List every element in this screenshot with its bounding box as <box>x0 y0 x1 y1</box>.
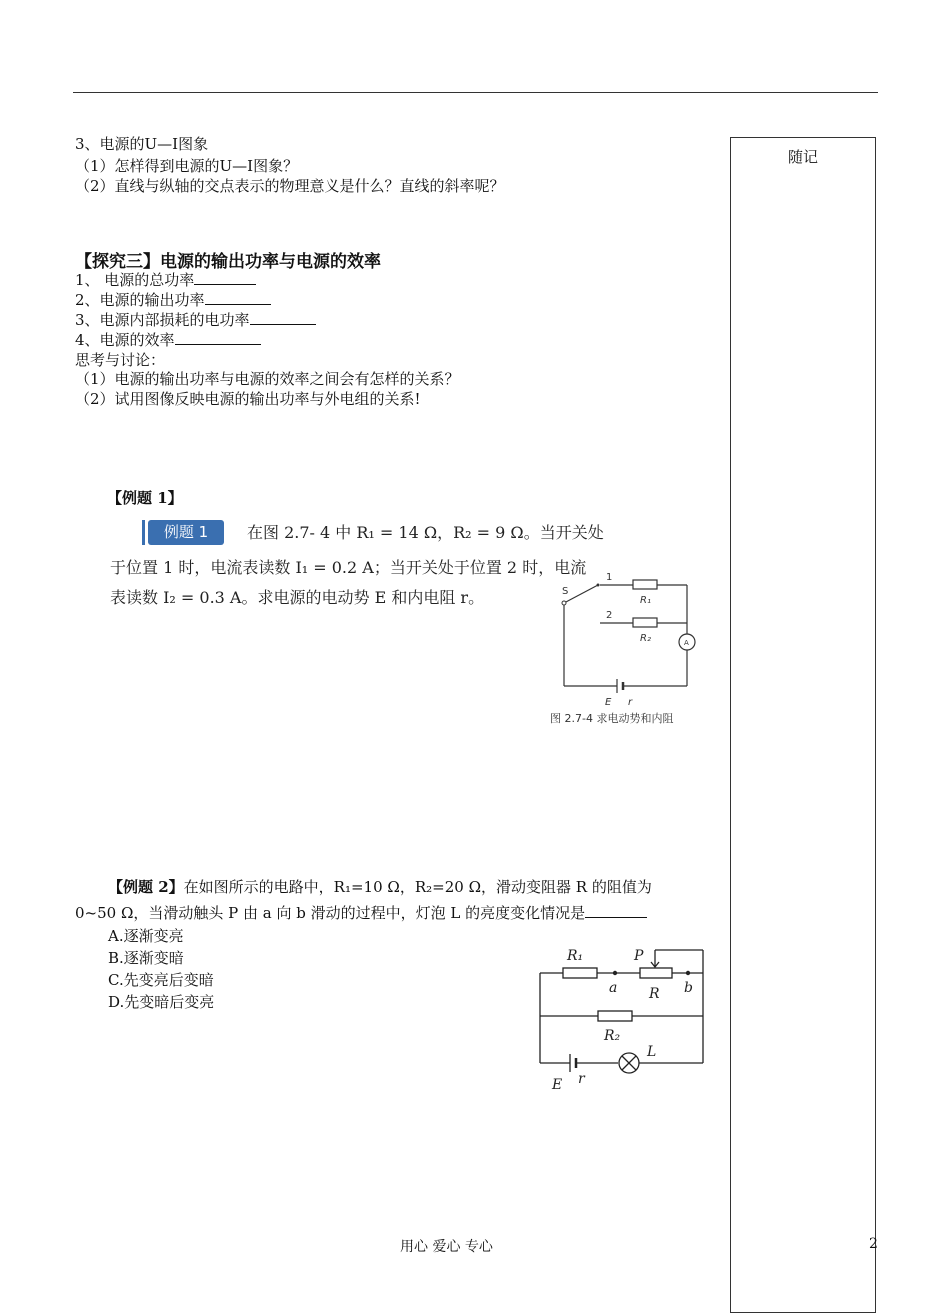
label-e: E <box>605 697 612 708</box>
label-ammeter: A <box>684 639 689 647</box>
example2-text-2: 0~50 Ω，当滑动触头 P 由 a 向 b 滑动的过程中，灯泡 L 的亮度变化情况是 <box>75 904 586 922</box>
header-rule <box>73 92 878 93</box>
item-1-text: 1、 电源的总功率 <box>75 271 195 289</box>
label-r1: R₁ <box>567 948 584 964</box>
notes-label: 随记 <box>787 148 818 166</box>
label-s: S <box>562 586 569 597</box>
option-c: C.先变亮后变暗 <box>108 971 214 989</box>
option-a: A.逐渐变亮 <box>108 927 184 945</box>
answer-blank <box>250 310 316 325</box>
think-question-1: （1）电源的输出功率与电源的效率之间会有怎样的关系？ <box>75 370 460 388</box>
item-3-text: 3、电源内部损耗的电功率 <box>75 311 250 329</box>
label-r2: R₂ <box>604 1028 621 1044</box>
example1-line-1: 在图 2.7- 4 中 R₁ = 14 Ω，R₂ = 9 Ω。当开关处 <box>247 523 604 542</box>
label-r: r <box>628 697 633 708</box>
label-pos-2: 2 <box>606 610 613 621</box>
label-r-internal: r <box>578 1071 585 1087</box>
label-p: P <box>634 948 644 964</box>
example1-badge: 例题 1 <box>148 520 224 545</box>
section3-title: 3、电源的U—I图象 <box>75 135 209 153</box>
example2-label: 【例题 2】 <box>108 878 184 896</box>
answer-blank <box>175 330 261 345</box>
label-e: E <box>552 1077 563 1093</box>
item-4-text: 4、电源的效率 <box>75 331 175 349</box>
footer-motto: 用心 爱心 专心 <box>400 1239 493 1255</box>
example2-text-1: 在如图所示的电路中，R₁=10 Ω，R₂=20 Ω，滑动变阻器 R 的阻值为 <box>183 878 652 896</box>
example1-circuit-diagram <box>550 570 715 730</box>
example1-label: 【例题 1】 <box>107 489 183 507</box>
option-d: D.先变暗后变亮 <box>108 993 215 1011</box>
notes-box <box>730 137 876 1313</box>
item-4 <box>75 329 261 350</box>
section3-question-2: （2）直线与纵轴的交点表示的物理意义是什么？直线的斜率呢？ <box>75 177 505 195</box>
item-1 <box>75 269 256 290</box>
think-question-2: （2）试用图像反映电源的输出功率与外电组的关系! <box>75 390 421 408</box>
explore3-heading: 【探究三】电源的输出功率与电源的效率 <box>75 252 381 272</box>
label-b: b <box>684 980 693 996</box>
example1-scan <box>110 515 715 730</box>
example2-circuit-diagram <box>530 940 715 1095</box>
page-number: 2 <box>869 1236 878 1252</box>
item-2 <box>75 289 271 310</box>
section3-question-1: （1）怎样得到电源的U—I图象？ <box>75 157 299 175</box>
item-2-text: 2、电源的输出功率 <box>75 291 205 309</box>
item-3 <box>75 309 316 330</box>
example1-line-3: 表读数 I₂ = 0.3 A。求电源的电动势 E 和内电阻 r。 <box>110 588 485 607</box>
answer-blank <box>585 903 647 918</box>
example1-line-2: 于位置 1 时，电流表读数 I₁ = 0.2 A；当开关处于位置 2 时，电流 <box>110 558 587 577</box>
option-b: B.逐渐变暗 <box>108 949 184 967</box>
label-r2: R₂ <box>640 633 651 644</box>
label-r: R <box>649 986 660 1002</box>
label-pos-1: 1 <box>606 572 613 583</box>
figure-caption: 图 2.7-4 求电动势和内阻 <box>550 712 674 725</box>
answer-blank <box>194 270 256 285</box>
label-a: a <box>609 980 618 996</box>
answer-blank <box>205 290 271 305</box>
example2-line-2 <box>75 902 647 923</box>
example2-line-1 <box>108 876 652 897</box>
think-title: 思考与讨论： <box>75 351 166 369</box>
label-r1: R₁ <box>640 595 651 606</box>
label-l: L <box>647 1044 657 1060</box>
